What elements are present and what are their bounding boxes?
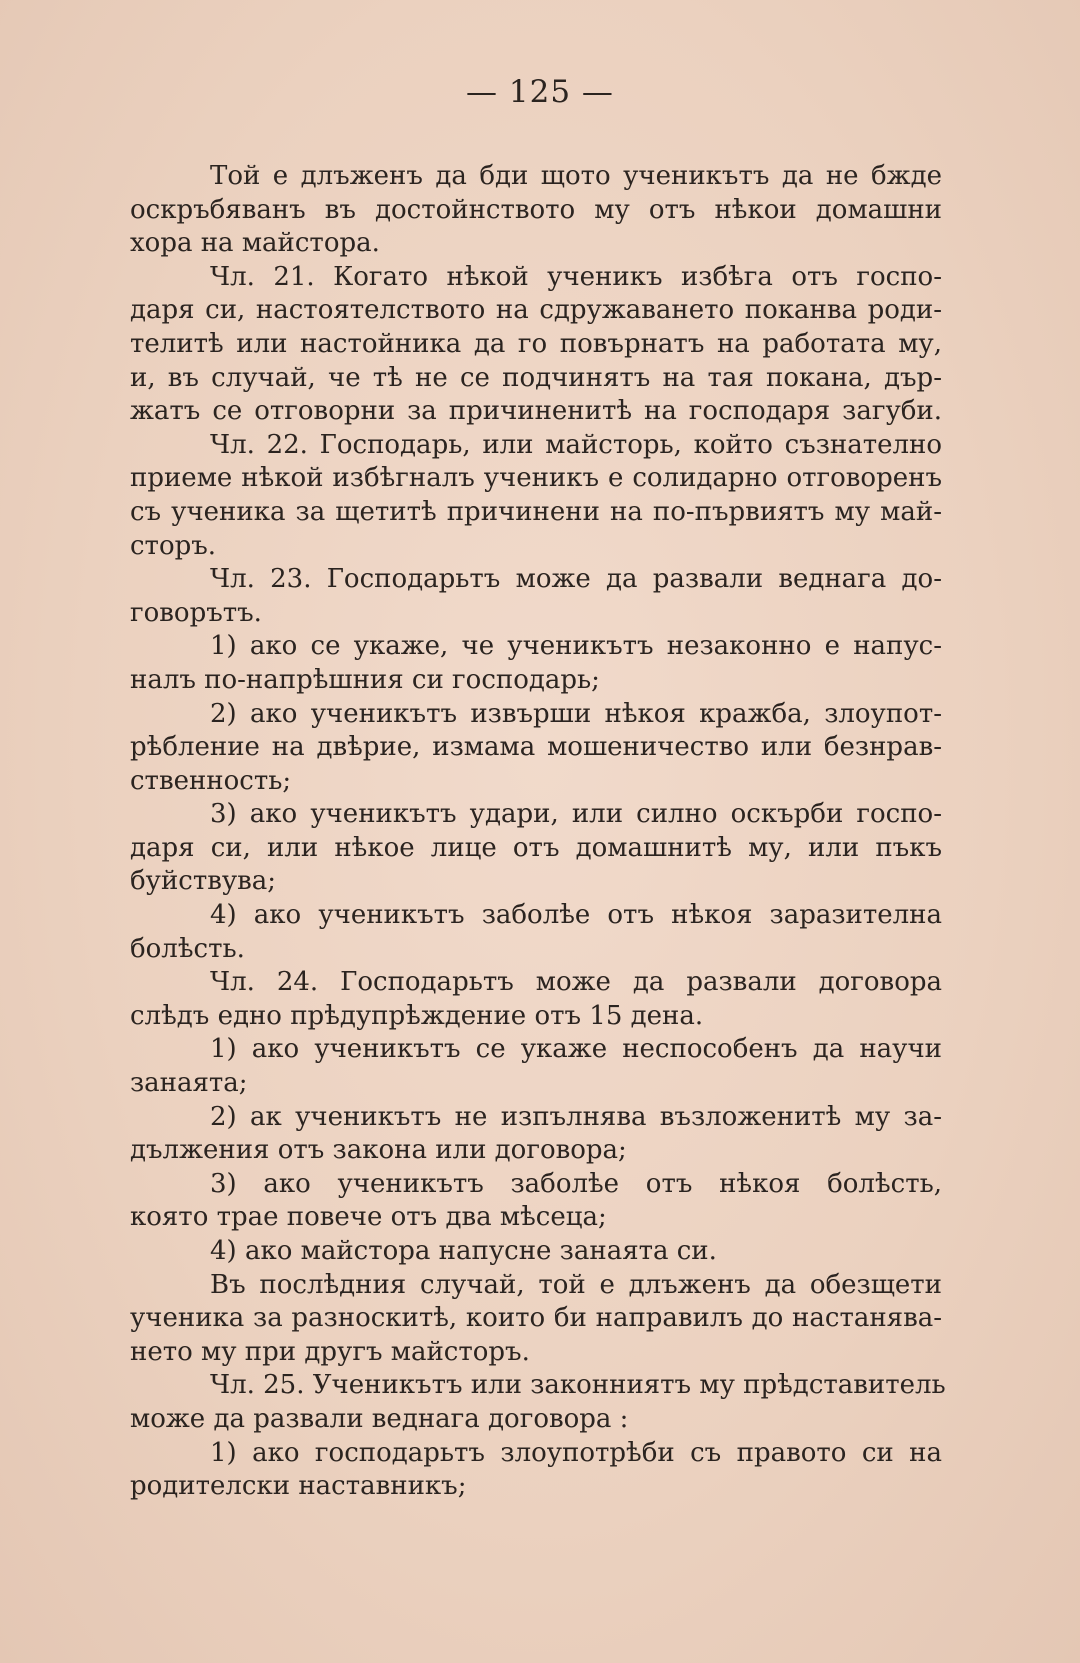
text-line: приеме нѣкой избѣгналъ ученикъ е солидарно отговоренъ [130, 463, 942, 494]
text-line: налъ по-напрѣшния си господарь; [130, 664, 600, 695]
text-line: нето му при другъ майсторъ. [130, 1336, 530, 1367]
text-line: ственность; [130, 765, 292, 796]
text-line: ученика за разноскитѣ, които би направилъ до настанява- [130, 1303, 942, 1334]
text-line: 1) ако ученикътъ се укаже неспособенъ да научи [210, 1034, 942, 1065]
text-line: сторъ. [130, 530, 217, 561]
text-line: оскръбяванъ въ достойнството му отъ нѣкои домашни [130, 194, 942, 225]
text-line: родителски наставникъ; [130, 1471, 467, 1502]
text-line: говорътъ. [130, 597, 262, 628]
text-line: 4) ако ученикътъ заболѣе отъ нѣкоя заразителна [210, 900, 942, 931]
text-line: телитѣ или настойника да го повърнатъ на работата му, [130, 328, 942, 359]
text-line: хора на майстора. [130, 228, 380, 259]
page-number: — 125 — [466, 74, 614, 110]
text-line: Чл. 23. Господарьтъ може да развали веднага до- [210, 564, 942, 595]
text-line: Той е длъженъ да бди щото ученикътъ да не бжде [210, 161, 942, 191]
text-line: даря си, настоятелството на сдружаването поканва роди- [130, 295, 942, 326]
text-line: Чл. 25. Ученикътъ или законниятъ му прѣдставитель [210, 1370, 946, 1401]
text-line: занаята; [130, 1068, 248, 1099]
text-line: слѣдъ едно прѣдупрѣждение отъ 15 дена. [130, 1000, 704, 1031]
text-line: Въ послѣдния случай, той е длъженъ да обезщети [210, 1269, 942, 1300]
text-line: дължения отъ закона или договора; [130, 1135, 627, 1166]
text-line: 4) ако майстора напусне занаята си. [210, 1236, 717, 1266]
text-line: съ ученика за щетитѣ причинени на по-първиятъ му май- [130, 496, 942, 527]
text-line: Чл. 24. Господарьтъ може да развали договора [210, 967, 942, 998]
text-line: болѣсть. [130, 933, 245, 964]
text-line: 3) ако ученикътъ заболѣе отъ нѣкоя болѣсть, [210, 1168, 942, 1199]
text-line: 1) ако се укаже, че ученикътъ незаконно е напус- [210, 631, 942, 662]
text-line: рѣбление на двѣрие, измама мошеничество или безнрав- [130, 732, 942, 763]
text-line: Чл. 22. Господарь, или майсторь, който съзнателно [210, 429, 942, 460]
page-body-text [130, 160, 946, 1504]
text-line: даря си, или нѣкое лице отъ домашнитѣ му, или пъкъ [130, 832, 942, 863]
text-line: 1) ако господарьтъ злоупотрѣби съ правото си на [210, 1437, 942, 1468]
text-line: буйствува; [130, 866, 277, 897]
text-line: 2) ако ученикътъ извърши нѣкоя кражба, злоупот- [210, 698, 942, 729]
text-line: която трае повече отъ два мѣсеца; [130, 1202, 607, 1233]
text-line: жатъ се отговорни за причиненитѣ на господаря загуби. [130, 396, 942, 427]
text-line: и, въ случай, че тѣ не се подчинятъ на тая покана, дър- [130, 362, 942, 393]
text-line: Чл. 21. Когато нѣкой ученикъ избѣга отъ госпо- [210, 261, 942, 292]
text-line: 3) ако ученикътъ удари, или силно оскърби госпо- [210, 799, 942, 830]
text-line: може да развали веднага договора : [130, 1403, 629, 1434]
text-line: 2) ак ученикътъ не изпълнява възложенитѣ му за- [210, 1101, 942, 1132]
